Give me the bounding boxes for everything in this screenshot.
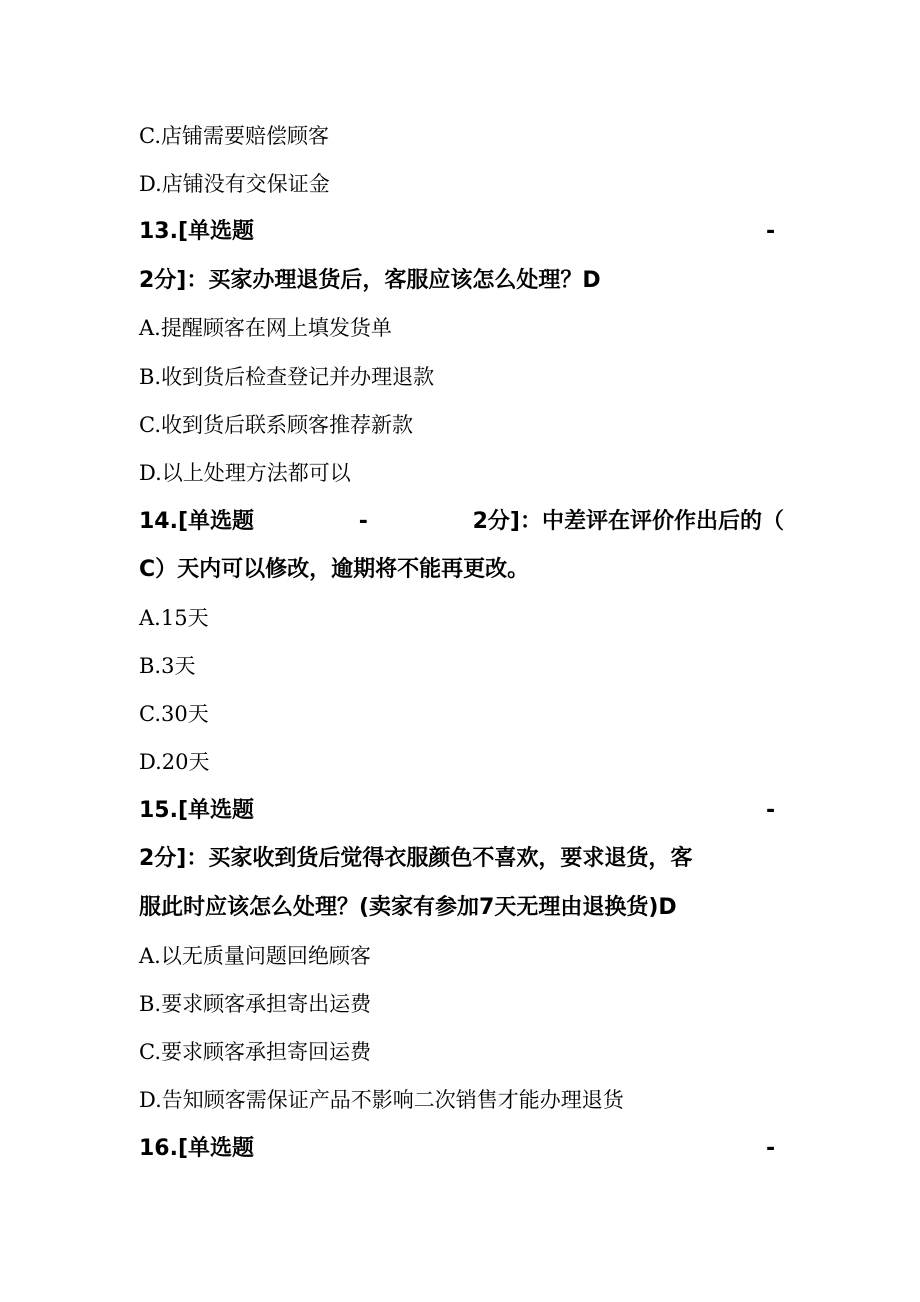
option-d-q12: D.店铺没有交保证金	[139, 172, 330, 196]
question-14-text: C）天内可以修改，逾期将不能再更改。	[139, 557, 530, 582]
option-a-q14: A.15天	[139, 606, 209, 630]
question-15-text-line2: 服此时应该怎么处理？(卖家有参加7天无理由退换货)D	[139, 895, 677, 920]
question-14-score: 2分]：中差评在评价作出后的（	[472, 509, 784, 534]
option-c-q13: C.收到货后联系顾客推荐新款	[139, 413, 413, 437]
option-c-q14: C.30天	[139, 702, 209, 726]
option-b-q15: B.要求顾客承担寄出运费	[139, 992, 372, 1016]
question-16-dash: -	[766, 1136, 776, 1161]
question-13-header: 13.[单选题	[139, 219, 255, 244]
question-15-header: 15.[单选题	[139, 798, 255, 823]
option-d-q13: D.以上处理方法都可以	[139, 461, 351, 485]
question-15-text-line1: 2分]：买家收到货后觉得衣服颜色不喜欢，要求退货，客	[139, 846, 693, 871]
question-15-dash: -	[766, 798, 776, 823]
question-14-dash: -	[358, 509, 368, 534]
option-a-q15: A.以无质量问题回绝顾客	[139, 944, 371, 968]
option-c-q15: C.要求顾客承担寄回运费	[139, 1040, 371, 1064]
option-b-q14: B.3天	[139, 654, 196, 678]
question-16-header: 16.[单选题	[139, 1136, 255, 1161]
question-13-dash: -	[766, 219, 776, 244]
question-14-header	[139, 507, 784, 537]
option-b-q13: B.收到货后检查登记并办理退款	[139, 365, 435, 389]
option-d-q14: D.20天	[139, 750, 210, 774]
option-d-q15: D.告知顾客需保证产品不影响二次销售才能办理退货	[139, 1088, 624, 1112]
question-14-label: 14.[单选题	[139, 509, 255, 534]
option-a-q13: A.提醒顾客在网上填发货单	[139, 316, 392, 340]
question-13-text: 2分]：买家办理退货后，客服应该怎么处理？D	[139, 268, 601, 293]
option-c-q12: C.店铺需要赔偿顾客	[139, 124, 329, 148]
